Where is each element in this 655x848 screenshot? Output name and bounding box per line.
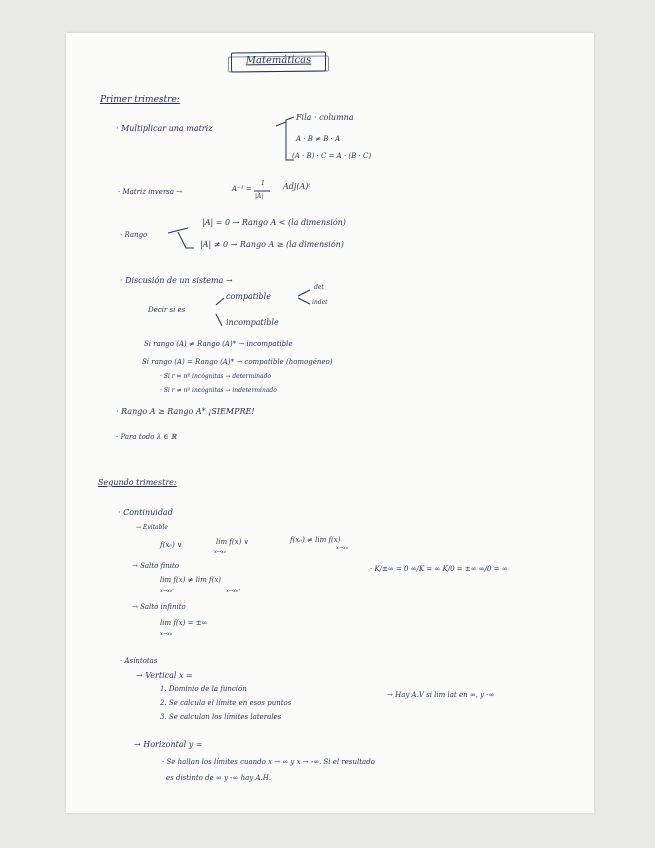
rango-siempre: · Rango A ≥ Rango A* ¡SIEMPRE! [116, 407, 255, 416]
inversa-label: · Matriz inversa → [118, 188, 183, 196]
det: det [314, 284, 324, 291]
salto-finito-label: → Salto finito [132, 562, 179, 570]
salto-finito-sub2: x→x₀⁺ [226, 588, 241, 594]
salto-finito-formula: lim f(x) ≠ lim f(x) [160, 576, 221, 584]
salto-infinito-formula: lim f(x) = ±∞ [160, 619, 208, 627]
salto-infinito-sub: x→x₀ [160, 631, 172, 637]
page-title: Matemáticas [245, 54, 312, 67]
reglas-infinito: · K/±∞ = 0 ∞/K = ∞ K/0 = ±∞ ∞/0 = ∞ [370, 565, 508, 573]
salto-infinito-label: → Salto infinito [132, 603, 186, 611]
evitable-lim1: lim f(x) ∨ [216, 538, 249, 546]
asociativa: (A · B) · C = A · (B · C) [292, 152, 372, 160]
inversa-num: 1 [261, 180, 265, 187]
evitable-sub2: x→x₀ [336, 545, 348, 551]
discusion-l2: Si rango (A) = Rango (A)* → compatible (homogéneo) [142, 358, 333, 366]
rango-l1: |A| = 0 → Rango A < (la dimensión) [202, 218, 346, 227]
evitable-sub1: x→x₀ [214, 549, 226, 555]
incompatible: incompatible [226, 318, 279, 327]
inversa-den: |A| [255, 193, 264, 200]
inversa-formula: A⁻¹ = [232, 185, 252, 193]
discusion-l4: · Si r ≠ nº incógnitas → indeterminado [160, 387, 277, 394]
discusion-label: · Discusión de un sistema → [120, 276, 233, 285]
indet: indet [312, 299, 328, 306]
no-conmutativa: A · B ≠ B · A [296, 135, 341, 143]
decir-si-es: Decir si es [148, 306, 186, 314]
evitable-label: → Evitable [136, 524, 168, 531]
continuidad-label: · Continuidad [118, 508, 173, 517]
rango-label: · Rango [120, 231, 148, 239]
para-todo: · Para todo λ ∈ ℝ [116, 433, 177, 441]
section-heading-primer: Primer trimestre: [100, 95, 180, 105]
salto-finito-sub1: x→x₀⁻ [160, 588, 175, 594]
asintotas-label: · Asíntotas [120, 657, 158, 665]
vertical-note: → Hay A.V si lim lat en ∞, y -∞ [387, 691, 495, 699]
vertical-step1: 1. Dominio de la función [160, 685, 247, 693]
vertical-step3: 3. Se calculan los límites laterales [160, 713, 282, 721]
rango-l2: |A| ≠ 0 → Rango A ≥ (la dimensión) [200, 240, 344, 249]
discusion-l3: · Si r = nº incógnitas → determinado [160, 373, 272, 380]
section-heading-segundo: Segundo trimestre: [98, 478, 177, 487]
evitable-f2: f(x₀) ≠ lim f(x) [290, 536, 341, 544]
horizontal-l1: · Se hallan los límites cuando x → ∞ y x → -∞. Si el resultado [162, 758, 375, 766]
horizontal-l2: es distinto de ∞ y -∞ hay A.H. [166, 774, 272, 782]
evitable-f1: f(x₀) ∨ [160, 541, 183, 549]
multiplicar-label: · Multiplicar una matriz [116, 124, 213, 133]
compatible: compatible [226, 292, 271, 301]
vertical-step2: 2. Se calcula el límite en esos puntos [160, 699, 292, 707]
fila-columna: Fila · columna [296, 113, 354, 122]
discusion-l1: Si rango (A) ≠ Rango (A)* → incompatible [144, 340, 293, 348]
inversa-adj: Adj(A)ᵗ [283, 182, 311, 191]
vertical-label: → Vertical x = [136, 671, 193, 680]
horizontal-label: → Horizontal y = [134, 740, 203, 749]
